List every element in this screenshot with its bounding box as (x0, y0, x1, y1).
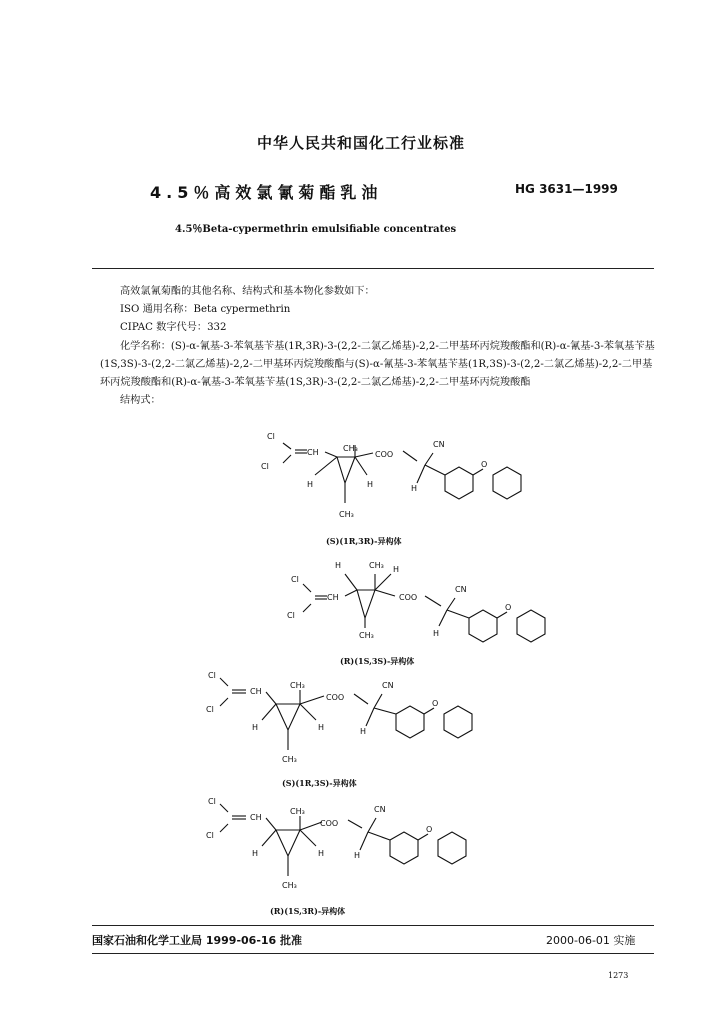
o-label: O (426, 825, 433, 834)
ch3-label: CH₃ (282, 881, 297, 890)
cn-label: CN (455, 585, 467, 594)
h-label: H (393, 565, 400, 574)
body-text (100, 283, 656, 410)
h-label: H (252, 723, 259, 732)
h-label: H (335, 561, 342, 570)
cipac-code: CIPAC 数字代号：332 (120, 322, 227, 334)
english-title: 4.5％Beta-cypermethrin emulsifiable concentrates (175, 224, 457, 235)
ch3-label: CH₃ (339, 510, 354, 519)
approval-line: 国家石油和化学工业局 1999-06-16 批准 (92, 934, 303, 947)
ch-label: CH (307, 448, 319, 457)
cl-label: Cl (208, 797, 216, 806)
coo-label: COO (326, 693, 345, 702)
ch3-label: CH₃ (359, 631, 374, 640)
h-label: H (360, 727, 367, 736)
iso-name: ISO 通用名称：Beta cypermethrin (120, 304, 291, 316)
h-label: H (433, 629, 440, 638)
ch3-label: CH₃ (282, 755, 297, 764)
issuing-organization: 中华人民共和国化工行业标准 (256, 134, 465, 152)
structure-2 (285, 556, 565, 656)
structure-1-caption: (S)(1R,3R)-异构体 (326, 536, 402, 546)
ch3-label: CH₃ (290, 807, 305, 816)
standard-code: HG 3631—1999 (515, 182, 618, 196)
structure-4-caption: (R)(1S,3R)-异构体 (270, 906, 346, 916)
cl-label: Cl (208, 671, 216, 680)
structure-2-caption: (R)(1S,3S)-异构体 (340, 656, 415, 666)
o-label: O (481, 460, 488, 469)
footer-rule (92, 925, 654, 926)
o-label: O (432, 699, 439, 708)
ch3-label: CH₃ (343, 444, 358, 453)
cl-label: Cl (287, 611, 295, 620)
cl-label: Cl (206, 705, 214, 714)
structure-1 (255, 425, 535, 525)
standard-title: 4.5％高效氯氰菊酯乳油 (150, 183, 383, 202)
intro-line: 高效氯氰菊酯的其他名称、结构式和基本物化参数如下： (120, 286, 375, 297)
ch3-label: CH₃ (369, 561, 384, 570)
chemical-name: 化学名称：(S)-α-氰基-3-苯氧基苄基(1R,3R)-3-(2,2-二氯乙烯基)-2,2-二甲基环丙烷羧酸酯和(R)-α-氰基-3-苯氧基苄基(1S,3S)-3-(2,2-二氯乙烯基)-2,2-二甲基环丙烷羧酸酯与(S)-α-氰基-3-苯氧基苄基(1R,3S)-3-(2,2-二氯乙烯基)-2,2-二甲基环丙烷羧酸酯和(R)-α-氰基-3-苯氧基苄基(1S,3R)-3-(2,2-二氯乙烯基)-2,2-二甲基环丙烷羧酸酯 (100, 340, 655, 389)
h-label: H (307, 480, 314, 489)
header-rule (92, 268, 654, 269)
o-label: O (505, 603, 512, 612)
page-number: 1273 (608, 971, 629, 980)
h-label: H (367, 480, 374, 489)
cn-label: CN (433, 440, 445, 449)
cn-label: CN (382, 681, 394, 690)
structure-3-caption: (S)(1R,3S)-异构体 (282, 778, 357, 788)
h-label: H (411, 484, 418, 493)
structure-3 (206, 668, 496, 768)
ch-label: CH (250, 687, 262, 696)
implementation-date: 2000-06-01 实施 (546, 934, 636, 947)
footer-bottom-rule (92, 953, 654, 954)
h-label: H (354, 851, 361, 860)
ch-label: CH (250, 813, 262, 822)
ch3-label: CH₃ (290, 681, 305, 690)
h-label: H (318, 723, 325, 732)
cn-label: CN (374, 805, 386, 814)
cl-label: Cl (291, 575, 299, 584)
ch-label: CH (327, 593, 339, 602)
h-label: H (318, 849, 325, 858)
coo-label: COO (320, 819, 339, 828)
structure-label: 结构式： (120, 395, 161, 407)
cl-label: Cl (261, 462, 269, 471)
coo-label: COO (375, 450, 394, 459)
coo-label: COO (399, 593, 418, 602)
structure-4 (206, 796, 496, 896)
h-label: H (252, 849, 259, 858)
cl-label: Cl (206, 831, 214, 840)
cl-label: Cl (267, 432, 275, 441)
